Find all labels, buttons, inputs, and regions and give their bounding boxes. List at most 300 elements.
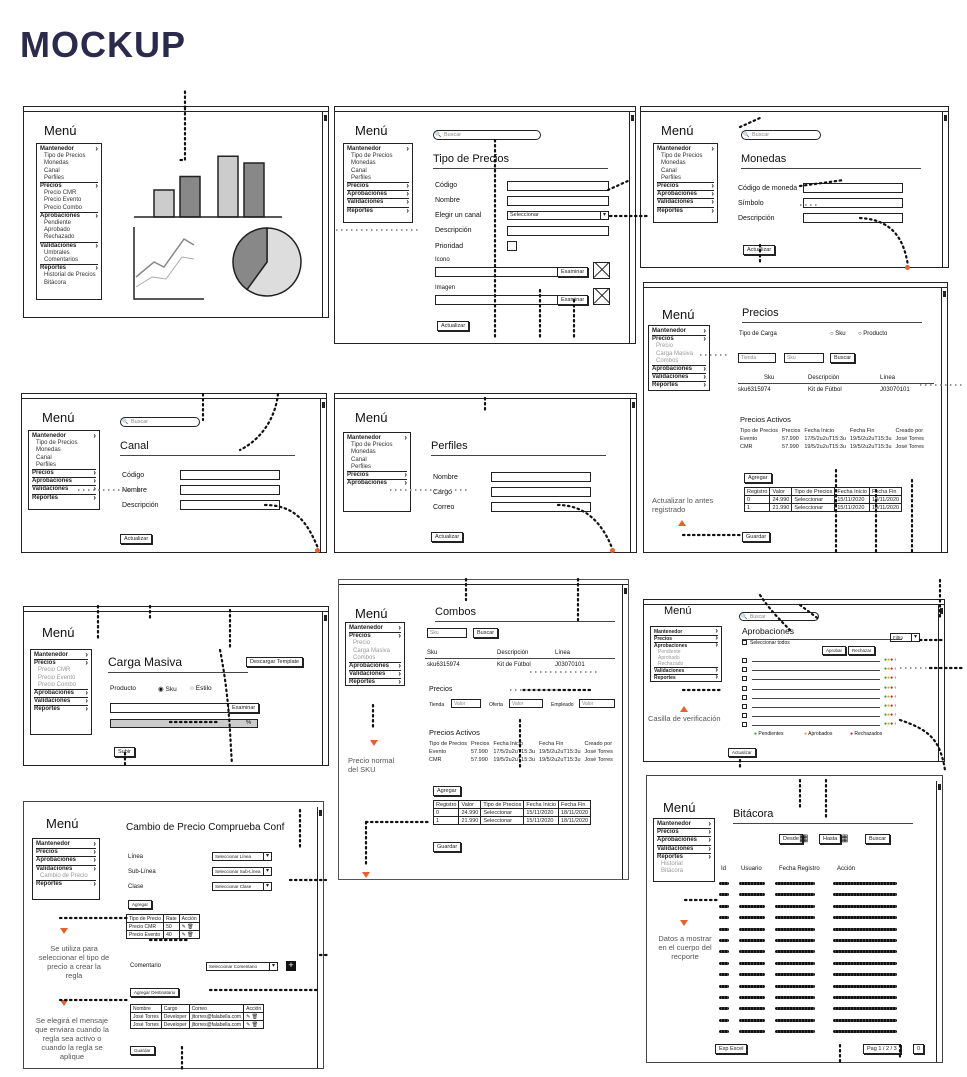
- imagen-placeholder-icon: [593, 288, 610, 305]
- table-cell: Seleccionar: [792, 496, 835, 504]
- row-checkbox[interactable]: [742, 658, 747, 663]
- menu-validaciones[interactable]: Validaciones ›: [34, 697, 88, 705]
- menu-item[interactable]: Perfiles: [36, 461, 57, 468]
- arrow-icon: [362, 872, 370, 878]
- guardar-button[interactable]: Guardar: [433, 842, 461, 852]
- label-descripcion: Descripción: [738, 215, 775, 222]
- descargar-template-button[interactable]: Descargar Template: [246, 657, 303, 667]
- menu-aprobaciones[interactable]: Aprobaciones ›: [657, 836, 711, 844]
- menu-item-aprobado[interactable]: Aprobado: [44, 227, 71, 234]
- table-cell: Seleccionar: [481, 809, 524, 817]
- table-cell: 50: [164, 923, 180, 931]
- descripcion-value: Kit de Fútbol: [497, 662, 531, 668]
- menu-mantenedor[interactable]: Mantenedor ›: [347, 146, 409, 153]
- menu-item[interactable]: Pendiente: [658, 649, 681, 655]
- menu-reportes[interactable]: Reportes ›: [347, 207, 409, 215]
- menu-item-perfiles[interactable]: Perfiles: [44, 174, 65, 181]
- search-input[interactable]: 🔍 Buscar: [739, 612, 819, 621]
- precios-activos-title: Precios Activos: [740, 415, 791, 424]
- label-correo: Correo: [433, 504, 455, 511]
- menu-precios[interactable]: Precios ›: [657, 182, 714, 190]
- table-header: Tipo de Precios: [792, 488, 835, 496]
- note-datos: Datos a mostrar en el cuerpo del recporte: [658, 934, 712, 961]
- redacted-cell: [719, 962, 729, 965]
- label-codigo: Código: [435, 182, 458, 189]
- menu-reportes[interactable]: Reportes ›: [36, 880, 96, 888]
- menu-mantenedor[interactable]: Mantenedor ›: [34, 652, 88, 659]
- progress-percent: %: [246, 720, 252, 726]
- radio-sku-label: Sku: [165, 686, 177, 693]
- guardar-button[interactable]: Guardar: [130, 1046, 155, 1055]
- menu-mantenedor[interactable]: Mantenedor ›: [657, 146, 714, 153]
- sidebar-menu: [648, 325, 710, 391]
- menu-title: Menú: [662, 307, 695, 322]
- table-cell: 15/11/2020: [524, 817, 559, 825]
- menu-item[interactable]: Monedas: [36, 447, 61, 454]
- menu-mantenedor[interactable]: Mantenedor ›: [32, 433, 96, 440]
- window-combos: [338, 579, 629, 880]
- label-sublinea: Sub-Línea: [128, 869, 156, 875]
- menu-title: Menú: [46, 816, 79, 831]
- menu-item[interactable]: Canal: [36, 454, 52, 461]
- edit-prices-table: [744, 487, 902, 512]
- menu-item-canal[interactable]: Canal: [44, 167, 60, 174]
- radio-sku[interactable]: ◉ Sku: [158, 686, 177, 693]
- redacted-cell: [719, 973, 729, 976]
- menu-aprobaciones[interactable]: Aprobaciones ›: [32, 477, 96, 485]
- codigo-input[interactable]: [507, 181, 609, 191]
- bar: [244, 163, 264, 217]
- menu-item[interactable]: Cambio de Precio: [40, 872, 88, 879]
- nombre-input[interactable]: [491, 472, 591, 482]
- buscar-button[interactable]: Buscar: [473, 628, 498, 638]
- radio-sku[interactable]: ○ Sku: [830, 331, 846, 337]
- row-checkbox[interactable]: [742, 713, 747, 718]
- row-checkbox[interactable]: [742, 676, 747, 681]
- calendar-icon[interactable]: ▦: [839, 833, 849, 844]
- action-icons[interactable]: ✎ 🗑: [244, 1021, 264, 1029]
- rechazar-button[interactable]: Rechazar: [848, 646, 875, 655]
- examinar-button[interactable]: Examinar: [228, 703, 259, 713]
- row-checkbox[interactable]: [742, 704, 747, 709]
- menu-mantenedor[interactable]: Mantenedor ›: [652, 328, 706, 335]
- codigo-input[interactable]: [180, 470, 280, 480]
- tienda-input[interactable]: Tienda: [738, 353, 776, 363]
- menu-reportes[interactable]: Reportes ›: [349, 678, 401, 686]
- menu-item-precio-evento[interactable]: Precio Evento: [44, 197, 82, 204]
- examinar-button[interactable]: Examinar: [557, 295, 588, 305]
- menu-validaciones[interactable]: Validaciones ›: [36, 865, 96, 873]
- menu-aprobaciones[interactable]: Aprobaciones ›: [349, 662, 401, 670]
- menu-mantenedor[interactable]: Mantenedor ›: [654, 629, 718, 635]
- menu-validaciones[interactable]: Validaciones ›: [347, 198, 409, 206]
- table-header: Tipo de Precios: [429, 741, 468, 747]
- menu-item[interactable]: Rechazado: [658, 661, 684, 667]
- menu-precios[interactable]: Precios ›: [34, 659, 88, 667]
- menu-item[interactable]: Tipo de Precios: [351, 442, 393, 449]
- table-header: Fecha Fin: [538, 741, 564, 747]
- actualizar-button[interactable]: Actualizar: [743, 245, 775, 255]
- section-title: Carga Masiva: [108, 655, 248, 673]
- descripcion-input[interactable]: [507, 226, 609, 236]
- menu-item[interactable]: Perfiles: [661, 174, 682, 181]
- menu-mantenedor[interactable]: Mantenedor ›: [36, 841, 96, 848]
- col-linea: Línea: [880, 375, 896, 381]
- table-row: [131, 1013, 264, 1021]
- label-descripcion: Descripción: [435, 227, 472, 234]
- bar: [218, 156, 238, 217]
- menu-aprobaciones[interactable]: Aprobaciones ›: [657, 190, 714, 198]
- row-checkbox[interactable]: [742, 667, 747, 672]
- radio-producto-label: Producto: [863, 331, 888, 337]
- table-cell: Developer: [161, 1021, 189, 1029]
- subir-button[interactable]: Subir: [114, 747, 135, 757]
- menu-title: Menú: [44, 123, 77, 138]
- table-header: Creado por: [584, 741, 613, 747]
- empleado-input[interactable]: Valor: [579, 699, 615, 708]
- redacted-cell: [775, 916, 815, 919]
- menu-item[interactable]: Tipo de Precios: [661, 153, 703, 160]
- codigo-moneda-input[interactable]: [803, 183, 903, 193]
- redacted-cell: [775, 905, 815, 908]
- actualizar-button[interactable]: Actualizar: [728, 748, 756, 757]
- nombre-input[interactable]: [180, 485, 280, 495]
- menu-item[interactable]: Monedas: [351, 449, 376, 456]
- menu-item[interactable]: Precio Evento: [38, 674, 76, 681]
- menu-item[interactable]: Precio: [353, 640, 371, 647]
- status-icons[interactable]: ●●● ‹: [884, 657, 897, 663]
- linea-select[interactable]: Seleccionar Línea ▾: [212, 852, 272, 861]
- menu-precios[interactable]: Precios ›: [347, 471, 407, 479]
- menu-precios[interactable]: Precios ›: [349, 632, 401, 640]
- radio-estilo-label: Estilo: [195, 685, 212, 692]
- col-accion: Acción: [837, 866, 856, 872]
- select-all-checkbox[interactable]: [742, 640, 747, 645]
- menu-precios[interactable]: Precios ›: [36, 848, 96, 856]
- desde-button[interactable]: Desde: [779, 834, 803, 844]
- menu-validaciones[interactable]: Validaciones ›: [657, 198, 714, 206]
- cargo-input[interactable]: [491, 487, 591, 497]
- table-cell: Seleccionar: [792, 504, 835, 512]
- menu-item[interactable]: Precio Combo: [38, 681, 77, 688]
- table-header: Tipo de Precios: [481, 801, 524, 809]
- table-header: Fecha Inicio: [524, 801, 559, 809]
- row-checkbox[interactable]: [742, 722, 747, 727]
- correo-input[interactable]: [491, 502, 591, 512]
- menu-item[interactable]: Perfiles: [351, 463, 372, 470]
- redacted-cell: [719, 905, 729, 908]
- row-line: [752, 689, 880, 690]
- menu-item[interactable]: Combos: [656, 357, 679, 364]
- menu-item-tipo-precios[interactable]: Tipo de Precios: [44, 153, 86, 160]
- note-actualizar: Actualizar lo antes registrado: [652, 496, 714, 514]
- bar: [180, 177, 200, 218]
- redacted-cell: [833, 950, 897, 953]
- section-title: Precios: [742, 307, 922, 323]
- table-header: Tipo de Precio: [127, 915, 164, 923]
- menu-item-bitacora[interactable]: Bitácora: [44, 279, 67, 286]
- filtro-select[interactable]: Filtro ▾: [890, 633, 920, 642]
- menu-item[interactable]: Aprobado: [658, 655, 680, 661]
- redacted-cell: [739, 1019, 765, 1022]
- menu-item[interactable]: Canal: [351, 456, 367, 463]
- menu-item[interactable]: Canal: [351, 167, 367, 174]
- redacted-cell: [775, 882, 815, 885]
- menu-item[interactable]: Perfiles: [351, 174, 372, 181]
- status-icons[interactable]: ●●● ‹: [884, 703, 897, 709]
- menu-aprobaciones[interactable]: Aprobaciones ›: [347, 479, 407, 487]
- menu-item-monedas[interactable]: Monedas: [44, 160, 69, 167]
- menu-precios[interactable]: Precios ›: [40, 182, 98, 190]
- status-icons[interactable]: ●●● ‹: [884, 675, 897, 682]
- sidebar-menu: [36, 143, 102, 300]
- actualizar-button[interactable]: Actualizar: [431, 532, 463, 542]
- menu-aprobaciones[interactable]: Aprobaciones ›: [654, 642, 718, 649]
- status-icons[interactable]: ●●● ‹: [884, 712, 897, 719]
- redacted-cell: [833, 928, 897, 931]
- table-header: Tipo de Precios: [740, 428, 779, 434]
- menu-item-precio-cmr[interactable]: Precio CMR: [44, 190, 77, 197]
- row-line: [752, 661, 880, 662]
- menu-precios[interactable]: Precios ›: [32, 469, 96, 477]
- menu-reportes[interactable]: Reportes ›: [34, 705, 88, 713]
- table-row: [745, 496, 902, 504]
- redacted-cell: [775, 985, 815, 988]
- menu-aprobaciones[interactable]: Aprobaciones ›: [40, 212, 98, 220]
- menu-item[interactable]: Combos: [353, 654, 376, 661]
- sku-input[interactable]: Sku: [784, 353, 824, 363]
- hasta-button[interactable]: Hasta: [819, 834, 841, 844]
- menu-reportes[interactable]: Reportes ›: [40, 264, 98, 272]
- menu-item-rechazado[interactable]: Rechazado: [44, 234, 75, 241]
- menu-item-comentarios[interactable]: Comentarios: [44, 257, 79, 264]
- table-cell: 19/5/2u2uT15:3u: [804, 444, 846, 450]
- comentario-select[interactable]: Seleccionar Comentario ▾: [206, 962, 278, 971]
- redacted-cell: [833, 1019, 897, 1022]
- menu-validaciones[interactable]: Validaciones ›: [654, 667, 718, 674]
- page-number-input[interactable]: 0: [913, 1044, 924, 1054]
- table-cell: José Torres: [895, 436, 924, 442]
- page-title: MOCKUP: [20, 24, 186, 65]
- redacted-cell: [719, 950, 729, 953]
- redacted-cell: [739, 985, 765, 988]
- redacted-cell: [739, 996, 765, 999]
- clase-select[interactable]: Seleccionar Clase ▾: [212, 882, 272, 891]
- radio-producto[interactable]: ○ Producto: [858, 331, 888, 337]
- table-header: Nombre: [131, 1005, 162, 1013]
- menu-precios[interactable]: Precios ›: [657, 828, 711, 836]
- search-input[interactable]: 🔍 Buscar: [433, 130, 541, 140]
- table-header: Precios: [471, 741, 490, 747]
- canal-select[interactable]: Seleccionar ▾: [507, 211, 609, 220]
- tienda-input[interactable]: Valor: [451, 699, 481, 708]
- table-cell: José Torres: [895, 444, 924, 450]
- sidebar-menu: [32, 838, 100, 900]
- menu-mantenedor[interactable]: Mantenedor ›: [349, 625, 401, 632]
- menu-item[interactable]: Precio: [656, 343, 674, 350]
- menu-item[interactable]: Carga Masiva: [656, 350, 694, 357]
- window-carga-masiva: [23, 606, 329, 766]
- examinar-button[interactable]: Examinar: [557, 267, 588, 277]
- sku-input[interactable]: Sku: [427, 628, 467, 638]
- table-cell: Developer: [161, 1013, 189, 1021]
- table-cell: jltorres@falabella.com: [189, 1013, 244, 1021]
- agregar-button[interactable]: Agregar: [128, 900, 152, 909]
- menu-validaciones[interactable]: Validaciones ›: [349, 670, 401, 678]
- table-cell: 57.990: [782, 436, 799, 442]
- menu-aprobaciones[interactable]: Aprobaciones ›: [347, 190, 409, 198]
- precios-activos-title: Precios Activos: [429, 728, 480, 737]
- redacted-cell: [833, 893, 897, 896]
- nombre-input[interactable]: [507, 196, 609, 206]
- descripcion-input[interactable]: [803, 213, 903, 223]
- menu-item[interactable]: Bitácora: [661, 868, 684, 875]
- table-row: [427, 756, 615, 764]
- sidebar-menu: [653, 818, 715, 882]
- menu-item[interactable]: Tipo de Precios: [36, 440, 78, 447]
- legend-rechazados: ● Rechazados: [850, 731, 883, 737]
- descripcion-input[interactable]: [180, 500, 280, 510]
- simbolo-input[interactable]: [803, 198, 903, 208]
- actualizar-button[interactable]: Actualizar: [437, 321, 469, 331]
- menu-item[interactable]: Tipo de Precios: [351, 153, 393, 160]
- menu-reportes[interactable]: Reportes ›: [652, 381, 706, 389]
- precios-activos-table: [427, 740, 615, 764]
- redacted-cell: [719, 1030, 729, 1033]
- menu-item[interactable]: Monedas: [351, 160, 376, 167]
- label-cargo: Cargo: [433, 489, 453, 496]
- row-line: [752, 725, 880, 726]
- agregar-button[interactable]: Agregar: [744, 473, 772, 483]
- menu-validaciones[interactable]: Validaciones ›: [32, 485, 96, 493]
- table-cell: 1: [745, 504, 770, 512]
- sku-value: sku6315974: [427, 662, 460, 668]
- menu-item-pendiente[interactable]: Pendiente: [44, 220, 72, 227]
- label-canal: Elegir un canal: [435, 212, 482, 219]
- status-icons[interactable]: ●●● ‹: [884, 693, 897, 700]
- add-comentario-icon[interactable]: +: [286, 961, 296, 971]
- radio-estilo[interactable]: ○ Estilo: [190, 685, 212, 692]
- window-monedas: [640, 106, 949, 268]
- table-row: [745, 504, 902, 512]
- prioridad-checkbox[interactable]: [507, 241, 517, 251]
- redacted-cell: [719, 916, 729, 919]
- menu-item[interactable]: Monedas: [661, 160, 686, 167]
- table-cell: Precio Evento: [127, 931, 164, 939]
- menu-reportes[interactable]: Reportes ›: [657, 207, 714, 215]
- menu-validaciones[interactable]: Validaciones ›: [657, 845, 711, 853]
- row-checkbox[interactable]: [742, 695, 747, 700]
- action-icons[interactable]: ✎ 🗑: [179, 923, 199, 931]
- menu-reportes[interactable]: Reportes ›: [657, 853, 711, 861]
- table-cell: Precio CMR: [127, 923, 164, 931]
- menu-item[interactable]: Carga Masiva: [353, 647, 391, 654]
- menu-reportes[interactable]: Reportes ›: [32, 494, 96, 502]
- menu-item-umbrales[interactable]: Umbrales: [44, 249, 70, 256]
- window-perfiles: [334, 393, 637, 553]
- legend-pendientes: ● Pendientes: [754, 731, 784, 737]
- export-excel-button[interactable]: Exp Excel: [715, 1044, 747, 1054]
- menu-mantenedor[interactable]: Mantenedor ›: [40, 146, 98, 153]
- bar: [154, 190, 174, 217]
- label-icono: Icono: [435, 257, 450, 263]
- status-icons[interactable]: ●●● ‹: [884, 666, 897, 673]
- search-input[interactable]: 🔍 Buscar: [741, 130, 821, 140]
- agregar-button[interactable]: Agregar: [433, 786, 461, 796]
- redacted-cell: [833, 973, 897, 976]
- progress-bar: [110, 719, 258, 728]
- sublinea-select[interactable]: Seleccionar Sub-Línea ▾: [212, 867, 272, 876]
- marker-dot: [315, 548, 320, 553]
- label-tipo-carga: Tipo de Carga: [739, 331, 777, 337]
- menu-validaciones[interactable]: Validaciones ›: [40, 242, 98, 250]
- table-header: Precios: [782, 428, 801, 434]
- oferta-input[interactable]: Valor: [509, 699, 543, 708]
- action-icons[interactable]: ✎ 🗑: [179, 931, 199, 939]
- menu-mantenedor[interactable]: Mantenedor ›: [657, 821, 711, 828]
- status-icons[interactable]: ●●● ‹: [884, 721, 897, 728]
- menu-precios[interactable]: Precios ›: [652, 335, 706, 343]
- guardar-button[interactable]: Guardar: [742, 532, 770, 542]
- radio-sku-label: Sku: [835, 331, 846, 337]
- table-row: [131, 1021, 264, 1029]
- table-cell: 21.990: [770, 504, 792, 512]
- row-checkbox[interactable]: [742, 686, 747, 691]
- buscar-button[interactable]: Buscar: [865, 834, 890, 844]
- menu-reportes[interactable]: Reportes ›: [654, 674, 718, 681]
- menu-mantenedor[interactable]: Mantenedor ›: [347, 435, 407, 442]
- table-header: Rate: [164, 915, 180, 923]
- menu-aprobaciones[interactable]: Aprobaciones ›: [652, 365, 706, 373]
- agregar-destinatario-button[interactable]: Agregar Destinatario: [130, 988, 179, 997]
- redacted-cell: [775, 962, 815, 965]
- table-row: [427, 748, 615, 756]
- menu-item[interactable]: Precio CMR: [38, 667, 71, 674]
- sidebar-menu: [28, 430, 100, 510]
- table-cell: 15/11/2020: [835, 504, 870, 512]
- menu-item-historial[interactable]: Historial de Precios: [44, 272, 96, 279]
- aprobar-button[interactable]: Aprobar: [822, 646, 846, 655]
- actualizar-button[interactable]: Actualizar: [120, 534, 152, 544]
- redacted-cell: [739, 939, 765, 942]
- menu-precios[interactable]: Precios ›: [347, 182, 409, 190]
- search-input[interactable]: 🔍 Buscar: [120, 417, 200, 427]
- table-row: [738, 443, 926, 451]
- calendar-icon[interactable]: ▦: [799, 833, 809, 844]
- menu-title: Menú: [355, 606, 388, 621]
- table-cell: 40: [164, 931, 180, 939]
- note-mensaje: Se elegirá el mensaje que enviara cuando la regla sea activo o cuando la regla se aplique: [35, 1016, 109, 1061]
- action-icons[interactable]: ✎ 🗑: [244, 1013, 264, 1021]
- menu-item-precio-combo[interactable]: Precio Combo: [44, 204, 83, 211]
- menu-validaciones[interactable]: Validaciones ›: [652, 373, 706, 381]
- menu-item[interactable]: Canal: [661, 167, 677, 174]
- menu-aprobaciones[interactable]: Aprobaciones ›: [34, 689, 88, 697]
- precios-activos-table: [738, 427, 926, 451]
- redacted-cell: [833, 985, 897, 988]
- menu-precios[interactable]: Precios ›: [654, 635, 718, 642]
- menu-item[interactable]: Historial: [661, 861, 683, 868]
- menu-title: Menú: [664, 605, 692, 617]
- status-icons[interactable]: ●●● ‹: [884, 684, 897, 691]
- table-cell: 57.990: [782, 444, 799, 450]
- sidebar-menu: [343, 432, 411, 512]
- menu-aprobaciones[interactable]: Aprobaciones ›: [36, 856, 96, 864]
- redacted-cell: [833, 905, 897, 908]
- redacted-cell: [775, 893, 815, 896]
- buscar-button[interactable]: Buscar: [830, 353, 855, 363]
- pagination[interactable]: Pag 1 / 2 / 3: [863, 1044, 901, 1054]
